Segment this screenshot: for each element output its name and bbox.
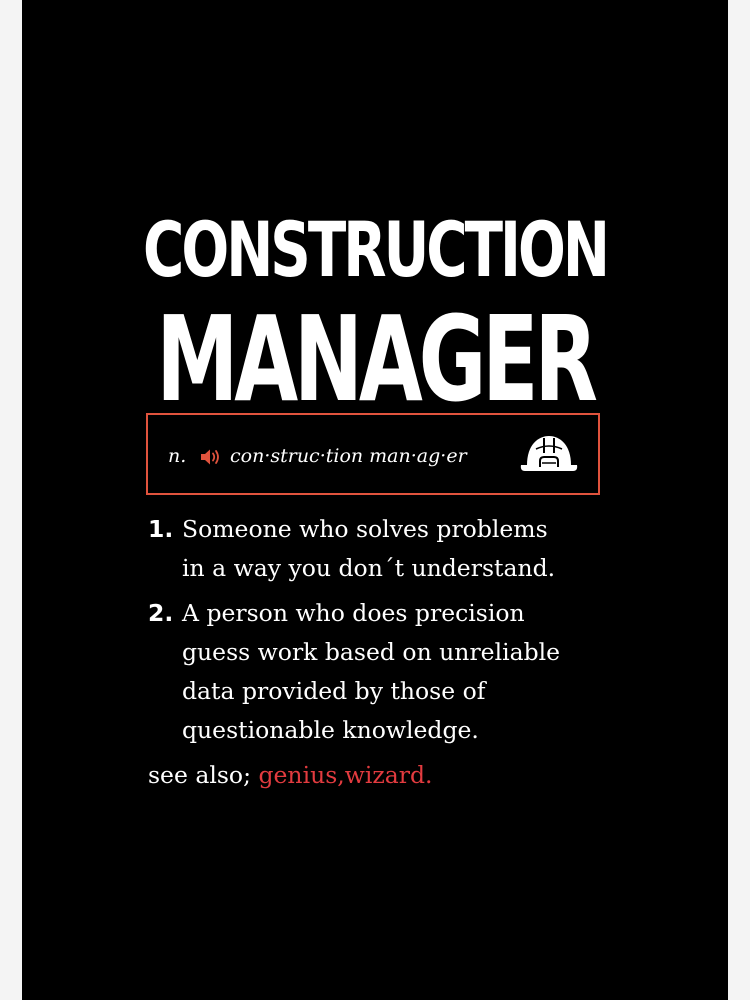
part-of-speech: n. xyxy=(168,445,187,467)
see-also xyxy=(148,756,648,795)
title-line-1: CONSTRUCTION xyxy=(143,205,607,294)
phonetic-spelling: con·struc·tion man·ag·er xyxy=(230,445,467,467)
definition-2 xyxy=(148,594,648,750)
speaker-icon xyxy=(200,448,222,466)
definition-1 xyxy=(148,510,648,588)
title-line-2: MANAGER xyxy=(156,290,594,428)
definition-line: questionable knowledge. xyxy=(182,716,479,744)
see-also-terms: genius,wizard. xyxy=(258,761,433,789)
definition-line: data provided by those of xyxy=(182,677,486,705)
definition-line: guess work based on unreliable xyxy=(182,638,561,666)
poster xyxy=(22,0,728,1000)
definitions xyxy=(148,510,648,795)
definition-number: 1. xyxy=(148,515,174,543)
definition-line: in a way you don´t understand. xyxy=(182,554,556,582)
definition-line: Someone who solves problems xyxy=(182,515,548,543)
definition-line: A person who does precision xyxy=(182,599,525,627)
see-also-label: see also; xyxy=(148,761,251,789)
definition-number: 2. xyxy=(148,599,174,627)
hard-hat-icon xyxy=(518,429,580,479)
pronunciation-box xyxy=(146,413,600,495)
